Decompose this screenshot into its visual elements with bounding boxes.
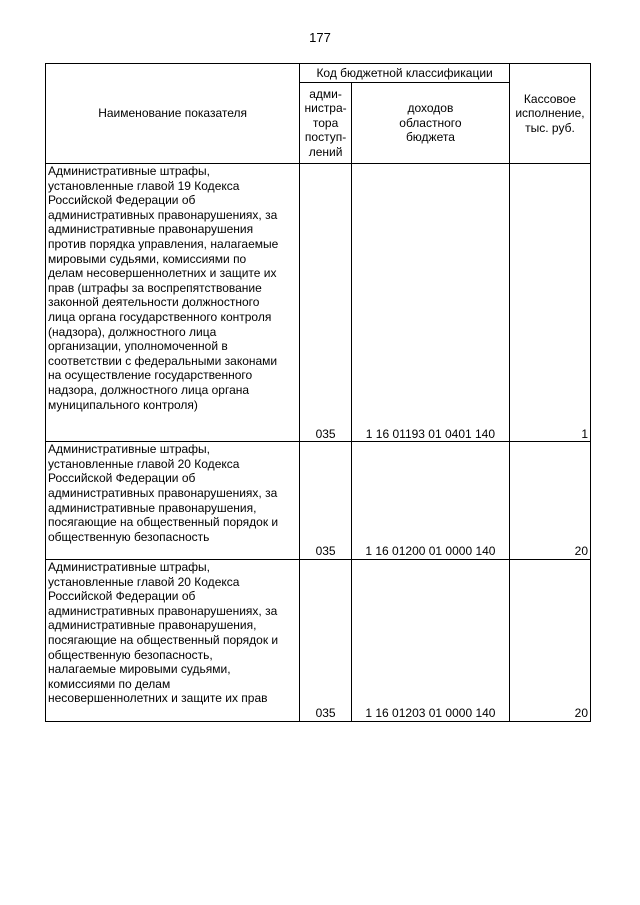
indicator-name-line: муниципального контроля) [48,397,198,412]
header-row-top [46,64,591,83]
indicator-name-line: лица органа государственного контроля [48,309,272,324]
indicator-name-line: административных правонарушениях, за [48,603,278,618]
blank-line [48,706,297,721]
cash-amount-cell: 1 [509,164,590,442]
header-regional-income [351,83,509,164]
indicator-name-line: против порядка управления, налагаемые [48,236,279,251]
indicator-name-line: делам несовершеннолетних и защите их [48,266,277,281]
header-admin-line: поступ- [304,130,347,145]
header-cash-execution [509,64,590,164]
blank-line [48,544,297,559]
indicator-name-line: административные правонарушения, [48,618,257,633]
administrator-code-cell: 035 [300,164,352,442]
header-amount-line: исполнение, [515,106,585,121]
indicator-name-line: административные правонарушения [48,222,254,237]
administrator-code-cell: 035 [300,442,352,560]
indicator-name-line: установленные главой 20 Кодекса [48,456,240,471]
indicator-name-line: административных правонарушениях, за [48,207,278,222]
header-income-line: бюджета [405,130,455,145]
cash-amount-cell: 20 [509,442,590,560]
table-row [46,560,591,722]
indicator-name-line: административные правонарушения, [48,500,257,515]
indicator-name-line: Российской Федерации об [48,589,196,604]
indicator-name-line: Административные штрафы, [48,560,211,575]
table-row [46,164,591,442]
indicator-name-line: на осуществление государственного [48,368,253,383]
header-admin-line: нистра- [304,101,347,116]
budget-code-cell: 1 16 01203 01 0000 140 [351,560,509,722]
indicator-name-line: установленные главой 19 Кодекса [48,178,240,193]
indicator-name-line: прав (штрафы за воспрепятствование [48,280,262,295]
header-admin-line: тора [312,115,339,130]
indicator-name-line: (надзора), должностного лица [48,324,217,339]
indicator-name-line: административных правонарушениях, за [48,486,278,501]
indicator-name-cell [46,560,300,722]
indicator-name-line: соответствии с федеральными законами [48,353,278,368]
header-admin-line: лений [308,144,343,159]
administrator-code-cell: 035 [300,560,352,722]
indicator-name-line: законной деятельности должностного [48,295,260,310]
indicator-name-line: общественную безопасность, [48,647,213,662]
header-income-line: доходов [407,101,454,116]
indicator-name-line: мировыми судьями, комиссиями по [48,251,247,266]
budget-code-cell: 1 16 01193 01 0401 140 [351,164,509,442]
page-number: 177 [309,30,331,45]
header-classification-code: Код бюджетной классификации [300,64,510,83]
indicator-name-line: Административные штрафы, [48,442,211,457]
header-admin-line: адми- [309,86,342,101]
blank-line [48,427,297,442]
indicator-name-line: Административные штрафы, [48,164,211,178]
indicator-name-line: налагаемые мировыми судьями, [48,662,231,677]
indicator-name-line: Российской Федерации об [48,471,196,486]
indicator-name-line: организации, уполномоченной в [48,339,228,354]
indicator-name-line: общественную безопасность [48,529,210,544]
header-amount-line: Кассовое [523,91,576,106]
table-row [46,442,591,560]
indicator-name-line: посягающие на общественный порядок и [48,633,279,647]
indicator-name-line: Российской Федерации об [48,193,196,208]
table-body [46,164,591,722]
budget-code-cell: 1 16 01200 01 0000 140 [351,442,509,560]
header-administrator [300,83,352,164]
header-indicator-name: Наименование показателя [46,64,300,164]
indicator-name-cell [46,442,300,560]
indicator-name-line: посягающие на общественный порядок и [48,515,279,530]
blank-line [48,412,297,427]
indicator-name-line: надзора, должностного лица органа [48,382,250,397]
indicator-name-cell [46,164,300,442]
table-header [46,64,591,164]
header-amount-line: тыс. руб. [525,120,575,135]
indicator-name-line: несовершеннолетних и защите их прав [48,691,268,706]
indicator-name-line: комиссиями по делам [48,676,171,691]
indicator-name-line: установленные главой 20 Кодекса [48,574,240,589]
budget-table [45,63,591,722]
cash-amount-cell: 20 [509,560,590,722]
header-income-line: областного [399,115,462,130]
